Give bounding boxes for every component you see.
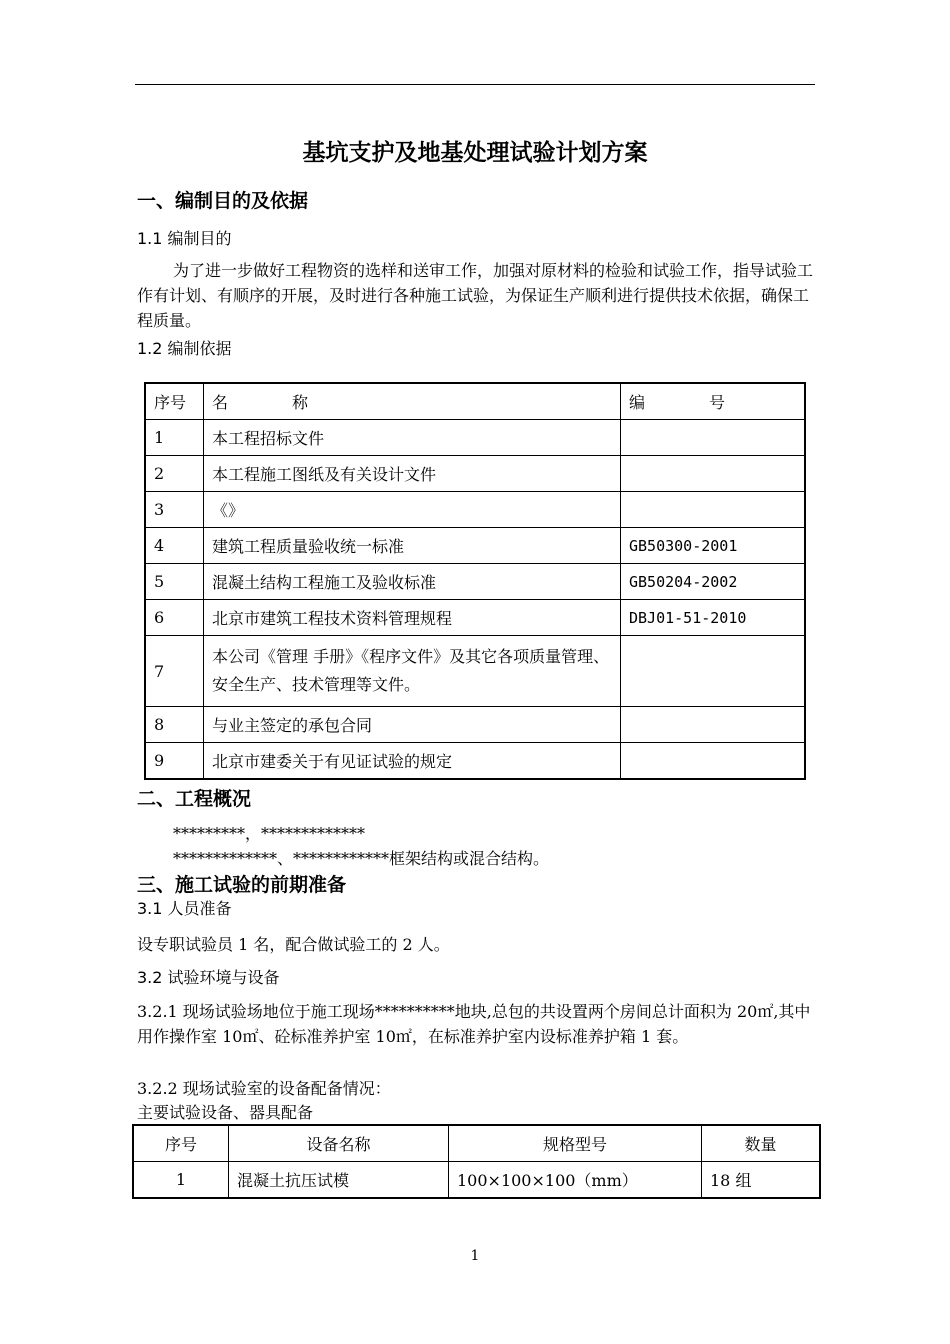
header-cell: 名 称	[204, 383, 621, 420]
table-row	[145, 456, 805, 492]
table-row	[133, 1162, 820, 1199]
header-cell: 数量	[702, 1125, 821, 1162]
table-row	[145, 600, 805, 636]
header-cell: 设备名称	[229, 1125, 449, 1162]
table-header-row	[133, 1125, 820, 1162]
table-row	[145, 564, 805, 600]
overview-line-2: *************、************框架结构或混合结构。	[173, 849, 550, 868]
table-cell: 8	[145, 707, 204, 743]
purpose-paragraph	[137, 258, 817, 333]
table-cell	[621, 743, 806, 780]
table-cell: 本公司《管理 手册》《程序文件》及其它各项质量管理、安全生产、技术管理等文件。	[204, 636, 621, 707]
document-title: 基坑支护及地基处理试验计划方案	[302, 140, 648, 166]
table-cell: 混凝土抗压试模	[229, 1162, 449, 1199]
equipment-intro-line: 3.2.2 现场试验室的设备配备情况：	[137, 1079, 391, 1098]
table-cell: 18 组	[702, 1162, 821, 1199]
section-1-heading: 一、编制目的及依据	[137, 190, 309, 212]
table-cell: 北京市建筑工程技术资料管理规程	[204, 600, 621, 636]
table-cell	[621, 707, 806, 743]
header-cell: 规格型号	[449, 1125, 702, 1162]
table-cell: GB50300-2001	[621, 528, 806, 564]
table-cell	[621, 636, 806, 707]
overview-line-1: *********，*************	[173, 824, 366, 843]
table-row	[145, 743, 805, 780]
table-row	[145, 707, 805, 743]
table-cell: 9	[145, 743, 204, 780]
section-2-heading: 二、工程概况	[137, 788, 252, 810]
table-row	[145, 420, 805, 456]
table-row	[145, 492, 805, 528]
section-3-heading: 三、施工试验的前期准备	[137, 874, 347, 896]
table-cell	[621, 456, 806, 492]
staffing-text: 设专职试验员 1 名，配合做试验工的 2 人。	[137, 935, 450, 954]
header-cell: 编 号	[621, 383, 806, 420]
basis-table	[144, 382, 806, 780]
table-cell: 6	[145, 600, 204, 636]
table-cell: 北京市建委关于有见证试验的规定	[204, 743, 621, 780]
table-cell: 1	[133, 1162, 229, 1199]
table-cell: 100×100×100（mm）	[449, 1162, 702, 1199]
table-cell: DBJ01-51-2010	[621, 600, 806, 636]
header-cell: 序号	[133, 1125, 229, 1162]
table-cell: 2	[145, 456, 204, 492]
table-cell: 1	[145, 420, 204, 456]
table-cell: GB50204-2002	[621, 564, 806, 600]
table-header-row	[145, 383, 805, 420]
header-cell: 序号	[145, 383, 204, 420]
subsection-3-2-heading: 3.2 试验环境与设备	[137, 968, 280, 987]
table-cell: 3	[145, 492, 204, 528]
table-row	[145, 636, 805, 707]
table-cell: 建筑工程质量验收统一标准	[204, 528, 621, 564]
table-row	[145, 528, 805, 564]
table-cell: 5	[145, 564, 204, 600]
table-cell: 与业主签定的承包合同	[204, 707, 621, 743]
equipment-table	[132, 1124, 821, 1199]
table-cell	[621, 492, 806, 528]
equipment-caption: 主要试验设备、器具配备	[137, 1103, 314, 1122]
subsection-3-1-heading: 3.1 人员准备	[137, 899, 232, 918]
page-number: 1	[470, 1248, 480, 1264]
purpose-text: 为了进一步做好工程物资的选样和送审工作，加强对原材料的检验和试验工作，指导试验工作有计划、有顺序的开展，及时进行各种施工试验，为保证生产顺利进行提供技术依据，确保工程质量。	[137, 261, 814, 330]
table-cell: 4	[145, 528, 204, 564]
table-cell: 混凝土结构工程施工及验收标准	[204, 564, 621, 600]
table-cell: 本工程施工图纸及有关设计文件	[204, 456, 621, 492]
table-cell: 7	[145, 636, 204, 707]
header-rule	[135, 84, 815, 85]
table-cell: 本工程招标文件	[204, 420, 621, 456]
subsection-1-2-heading: 1.2 编制依据	[137, 339, 232, 358]
table-cell	[621, 420, 806, 456]
subsection-1-1-heading: 1.1 编制目的	[137, 229, 232, 248]
table-cell: 《》	[204, 492, 621, 528]
lab-site-paragraph: 3.2.1 现场试验场地位于施工现场**********地块,总包的共设置两个房间总计面积为 20㎡,其中用作操作室 10㎡、砼标准养护室 10㎡，在标准养护室内设标准养护箱 1 套。	[137, 1002, 811, 1046]
